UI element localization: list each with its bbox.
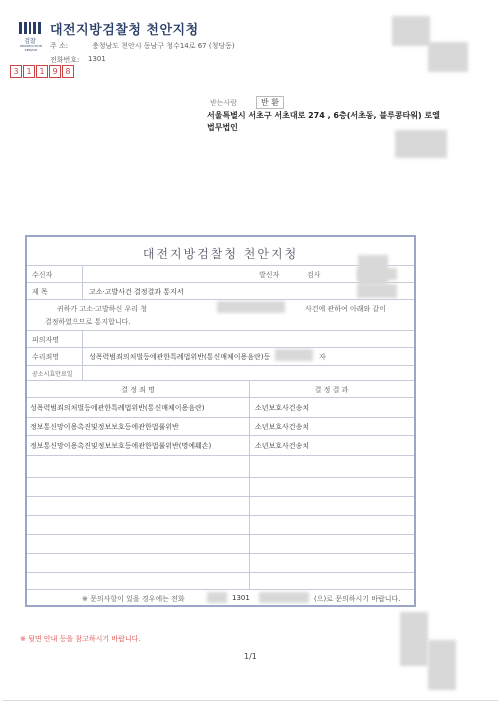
form-title: 대전지방검찰청 천안지청 <box>142 247 299 261</box>
recipient-name: 반 환 <box>256 96 284 109</box>
prosecution-logo <box>17 22 43 52</box>
back-notice: ※ 뒷면 안내 등을 참고하시기 바랍니다. <box>20 635 141 643</box>
charge-suffix: 자 <box>319 353 326 361</box>
sender-label: 수신자 <box>32 271 53 279</box>
col2-header: 결 정 결 과 <box>314 386 349 394</box>
from-value: 검사 <box>307 271 321 279</box>
from-label: 발신자 <box>259 271 280 279</box>
postal-code <box>10 65 75 78</box>
postal-digit: 8 <box>62 65 74 78</box>
footer-text-b: (으)로 문의하시기 바랍니다. <box>314 595 401 603</box>
body-line1-b: 사건에 관하여 아래와 같이 <box>305 305 387 313</box>
charge-label: 수리죄명 <box>32 353 60 361</box>
phone-value: 1301 <box>88 55 106 63</box>
postal-digit: 9 <box>49 65 61 78</box>
col1-header: 결 정 죄 명 <box>121 386 155 394</box>
table-row-result: 소년보호사건송치 <box>255 404 310 412</box>
logo-text: 검찰 <box>24 38 36 45</box>
redaction-block <box>259 592 309 603</box>
footer-phone: 1301 <box>232 594 250 602</box>
notice-form <box>25 235 416 607</box>
redaction-block <box>428 42 468 72</box>
org-title: 대전지방검찰청 천안지청 <box>50 23 199 38</box>
logo-subtext: PROSECUTION SERVICE <box>20 44 42 52</box>
redaction-block <box>357 284 397 298</box>
table-row-charge: 정보통신망이용촉진및정보보호등에관한법률위반(명예훼손) <box>30 442 212 450</box>
recipient-label: 받는사람 <box>210 99 238 107</box>
redaction-block <box>217 301 285 313</box>
postal-digit: 1 <box>23 65 35 78</box>
address-value: 충청남도 천안시 동남구 청수14로 67 (청당동) <box>92 42 235 50</box>
postal-digit: 3 <box>10 65 22 78</box>
subject-label: 제 목 <box>32 288 48 296</box>
charge-value: 성폭력범죄의처벌등에관한특례법위반(통신매체이용음란)등 <box>89 353 271 361</box>
table-row-charge: 성폭력범죄의처벌등에관한특례법위반(통신매체이용음란) <box>30 404 205 412</box>
recipient-address <box>207 110 457 134</box>
phone-label: 전화번호: <box>50 56 80 64</box>
table-row-charge: 정보통신망이용촉진및정보보호등에관한법률위반 <box>30 423 179 431</box>
table-row-result: 소년보호사건송치 <box>255 442 310 450</box>
footer-text-a: ※ 문의사항이 있을 경우에는 전화 <box>82 595 185 603</box>
subject-value: 고소·고발사건 결정결과 통지서 <box>89 288 184 296</box>
redaction-block <box>358 255 388 285</box>
table-row-result: 소년보호사건송치 <box>255 423 310 431</box>
page-number: 1/1 <box>244 652 257 661</box>
logo-bars-icon <box>19 22 41 34</box>
redaction-block <box>395 130 447 158</box>
address-label: 주 소: <box>50 42 69 50</box>
body-line2: 결정하였으므로 통지합니다. <box>45 318 131 326</box>
body-line1-a: 귀하가 고소·고발하신 우리 청 <box>57 305 148 313</box>
redaction-block <box>392 16 430 46</box>
page-divider <box>2 700 498 701</box>
postal-digit: 1 <box>36 65 48 78</box>
expiry-label: 공소시효만료일 <box>32 371 73 378</box>
redaction-block <box>275 349 313 361</box>
redaction-block <box>400 612 428 666</box>
recipient-address-line1: 서울특별시 서초구 서초대로 274 , 6층(서초동, 블루콩타워) 로엘 <box>207 111 440 120</box>
suspect-label: 피의자명 <box>32 336 60 344</box>
redaction-block <box>428 640 456 690</box>
redaction-block <box>207 592 227 603</box>
recipient-address-line2: 법무법인 <box>207 123 238 132</box>
